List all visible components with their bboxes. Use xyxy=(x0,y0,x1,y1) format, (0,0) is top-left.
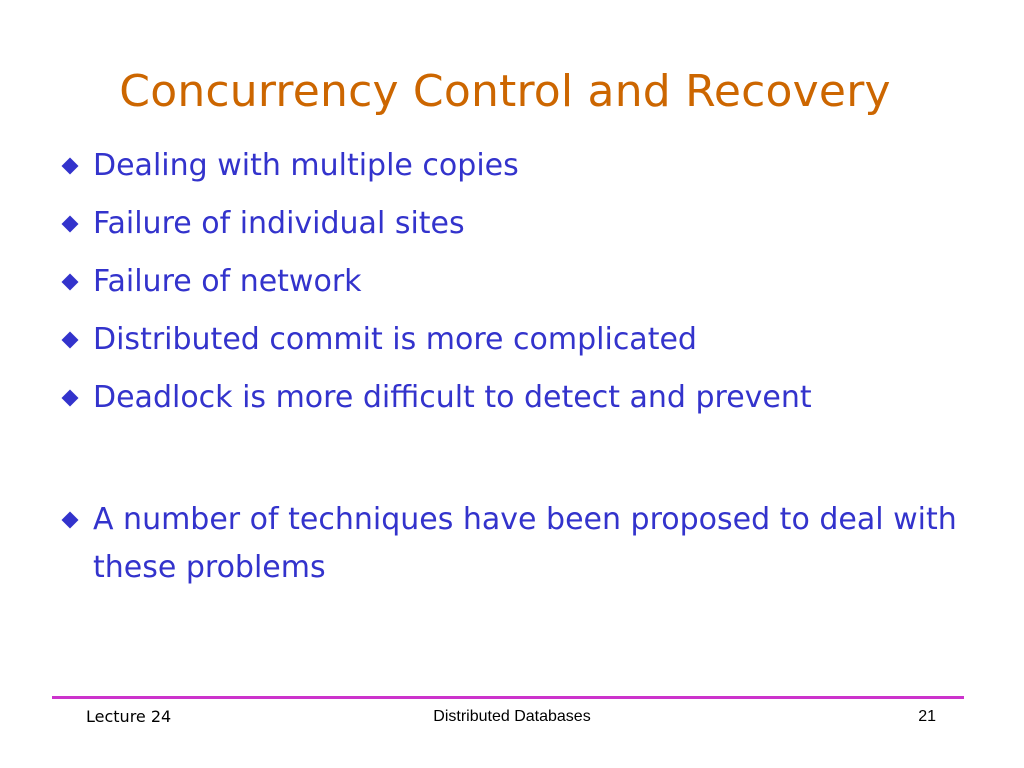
diamond-bullet-icon xyxy=(62,332,79,349)
bullet-text: Failure of individual sites xyxy=(93,206,465,241)
diamond-bullet-icon xyxy=(62,216,79,233)
bullet-text: A number of techniques have been proposed to deal with these problems xyxy=(93,502,957,585)
slide-title: Concurrency Control and Recovery xyxy=(119,66,891,117)
bullet-item xyxy=(55,200,975,248)
footer-course-title: Distributed Databases xyxy=(433,708,591,725)
bullet-list xyxy=(55,142,975,602)
footer-divider xyxy=(52,696,964,699)
bullet-item xyxy=(55,258,975,306)
bullet-item xyxy=(55,374,975,422)
bullet-text: Deadlock is more difficult to detect and prevent xyxy=(93,380,812,415)
footer-slide-number: 21 xyxy=(918,708,936,725)
bullet-item xyxy=(55,316,975,364)
diamond-bullet-icon xyxy=(62,158,79,175)
bullet-item xyxy=(55,142,975,190)
bullet-text: Failure of network xyxy=(93,264,362,299)
bullet-text: Distributed commit is more complicated xyxy=(93,322,697,357)
bullet-item xyxy=(55,496,975,592)
bullet-text: Dealing with multiple copies xyxy=(93,148,519,183)
diamond-bullet-icon xyxy=(62,274,79,291)
diamond-bullet-icon xyxy=(62,390,79,407)
footer-lecture-label: Lecture 24 xyxy=(86,707,172,726)
diamond-bullet-icon xyxy=(62,512,79,529)
